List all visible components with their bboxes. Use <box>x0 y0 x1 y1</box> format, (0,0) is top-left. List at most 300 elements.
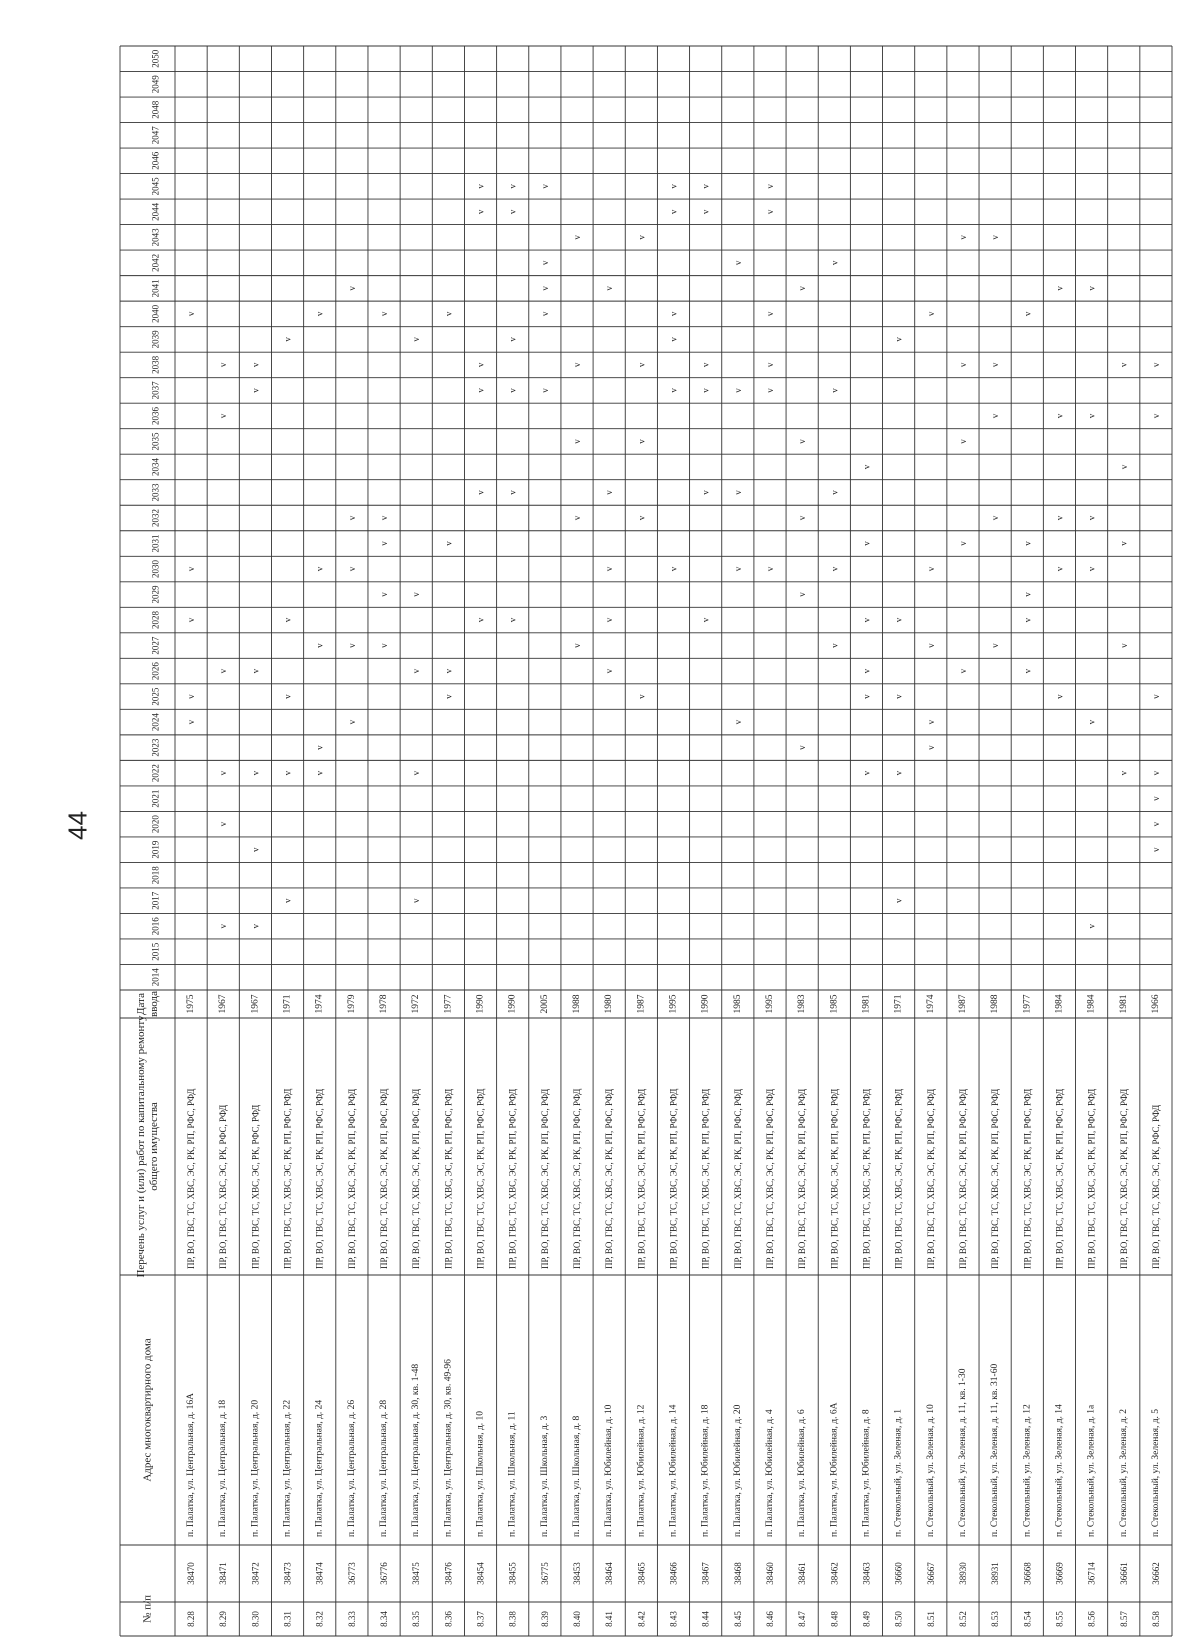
header-year-2016: 2016 <box>150 917 161 936</box>
schedule-mark: v <box>411 770 422 776</box>
row-address: п. Палатка, ул. Центральная, д. 24 <box>314 1399 325 1537</box>
row-address: п. Стекольный, ул. Зеленая, д. 12 <box>1022 1404 1033 1537</box>
schedule-mark: v <box>1086 286 1097 291</box>
row-commission-year: 1977 <box>443 994 454 1014</box>
schedule-mark: v <box>861 770 872 776</box>
row-services: ПР, ВО, ГВС, ТС, ХВС, ЭС, РК, РП, РФС, РФД <box>411 1088 422 1269</box>
header-year-2029: 2029 <box>150 585 161 604</box>
header-num: № п/п <box>141 1594 154 1624</box>
schedule-mark: v <box>443 541 454 546</box>
schedule-mark: v <box>829 566 840 572</box>
row-number: 8.33 <box>346 1611 357 1627</box>
row-house-id: 38471 <box>218 1562 229 1585</box>
page-number: 44 <box>62 811 93 840</box>
row-services: ПР, ВО, ГВС, ТС, ХВС, ЭС, РК, РП, РФС, РФД <box>700 1088 711 1269</box>
row-services: ПР, ВО, ГВС, ТС, ХВС, ЭС, РК, РП, РФС, РФД <box>732 1088 743 1269</box>
row-services: ПР, ВО, ГВС, ТС, ХВС, ЭС, РК, РП, РФС, РФД <box>282 1088 293 1269</box>
row-commission-year: 1977 <box>1022 994 1033 1014</box>
row-commission-year: 1966 <box>1150 994 1161 1014</box>
schedule-mark: v <box>1054 694 1065 699</box>
schedule-mark: v <box>346 566 357 572</box>
schedule-mark: v <box>732 566 743 572</box>
header-year-2049: 2049 <box>150 75 161 94</box>
row-address: п. Палатка, ул. Центральная, д. 26 <box>346 1399 357 1537</box>
schedule-mark: v <box>764 209 775 215</box>
schedule-mark: v <box>411 898 422 903</box>
schedule-mark: v <box>346 286 357 291</box>
row-services: ПР, ВО, ГВС, ТС, ХВС, ЭС, РК, РФС, РФД <box>218 1104 229 1269</box>
schedule-mark: v <box>732 260 743 266</box>
row-house-id: 36714 <box>1086 1562 1097 1585</box>
row-commission-year: 1971 <box>893 994 904 1014</box>
row-house-id: 38474 <box>314 1562 325 1585</box>
row-commission-year: 1990 <box>475 994 486 1014</box>
schedule-mark: v <box>411 668 422 674</box>
row-house-id: 36775 <box>539 1562 550 1585</box>
header-year-2025: 2025 <box>150 687 161 706</box>
row-house-id: 38930 <box>957 1562 968 1585</box>
schedule-mark: v <box>1118 362 1129 368</box>
row-services: ПР, ВО, ГВС, ТС, ХВС, ЭС, РК, РП, РФС, РФД <box>668 1088 679 1269</box>
header-year-2034: 2034 <box>150 457 161 476</box>
schedule-mark: v <box>411 337 422 342</box>
schedule-mark: v <box>1086 515 1097 521</box>
row-house-id: 38467 <box>700 1562 711 1585</box>
row-number: 8.48 <box>829 1611 840 1627</box>
schedule-mark: v <box>1022 592 1033 597</box>
schedule-mark: v <box>636 362 647 368</box>
header-year-2039: 2039 <box>150 330 161 349</box>
schedule-mark: v <box>604 566 615 572</box>
schedule-mark: v <box>250 847 261 852</box>
row-house-id: 38472 <box>250 1562 261 1585</box>
schedule-mark: v <box>604 617 615 623</box>
schedule-mark: v <box>379 515 390 521</box>
row-number: 8.53 <box>990 1611 1001 1627</box>
header-year-2030: 2030 <box>150 560 161 579</box>
header-year-2031: 2031 <box>150 534 161 553</box>
row-number: 8.43 <box>668 1611 679 1627</box>
schedule-mark: v <box>1054 413 1065 419</box>
row-commission-year: 1990 <box>507 994 518 1014</box>
header-year-2048: 2048 <box>150 100 161 119</box>
schedule-mark: v <box>700 490 711 495</box>
row-number: 8.34 <box>379 1611 390 1627</box>
schedule-mark: v <box>700 209 711 215</box>
row-house-id: 36662 <box>1150 1562 1161 1585</box>
schedule-mark: v <box>1022 541 1033 546</box>
schedule-mark: v <box>411 592 422 597</box>
schedule-mark: v <box>990 515 1001 521</box>
schedule-mark: v <box>1150 362 1161 368</box>
schedule-mark: v <box>925 643 936 648</box>
schedule-mark: v <box>314 745 325 750</box>
schedule-mark: v <box>636 439 647 444</box>
schedule-mark: v <box>925 719 936 725</box>
schedule-mark: v <box>1054 566 1065 572</box>
row-number: 8.41 <box>604 1611 615 1627</box>
schedule-mark: v <box>893 770 904 776</box>
schedule-mark: v <box>990 235 1001 240</box>
schedule-mark: v <box>861 694 872 699</box>
row-number: 8.31 <box>282 1611 293 1627</box>
schedule-mark: v <box>990 643 1001 648</box>
row-number: 8.54 <box>1022 1611 1033 1627</box>
row-house-id: 38468 <box>732 1562 743 1585</box>
row-services: ПР, ВО, ГВС, ТС, ХВС, ЭС, РК, РП, РФС, РФД <box>1054 1088 1065 1269</box>
schedule-mark: v <box>797 286 808 291</box>
schedule-mark: v <box>668 209 679 215</box>
header-year-2035: 2035 <box>150 432 161 451</box>
schedule-mark: v <box>1022 311 1033 317</box>
schedule-mark: v <box>282 898 293 903</box>
row-services: ПР, ВО, ГВС, ТС, ХВС, ЭС, РК, РП, РФС, РФД <box>346 1088 357 1269</box>
schedule-mark: v <box>346 643 357 648</box>
schedule-mark: v <box>1150 821 1161 827</box>
row-address: п. Палатка, ул. Школьная, д. 8 <box>572 1415 583 1537</box>
row-house-id: 36776 <box>379 1562 390 1585</box>
schedule-mark: v <box>893 337 904 342</box>
schedule-mark: v <box>572 643 583 648</box>
schedule-mark: v <box>507 490 518 495</box>
schedule-mark: v <box>346 719 357 725</box>
schedule-mark: v <box>282 337 293 342</box>
row-house-id: 36668 <box>1022 1562 1033 1585</box>
header-year-2027: 2027 <box>150 636 161 655</box>
row-house-id: 38460 <box>764 1562 775 1585</box>
schedule-mark: v <box>539 388 550 393</box>
schedule-mark: v <box>475 617 486 623</box>
row-services: ПР, ВО, ГВС, ТС, ХВС, ЭС, РК, РП, РФС, РФД <box>314 1088 325 1269</box>
schedule-mark: v <box>507 209 518 215</box>
row-address: п. Палатка, ул. Центральная, д. 20 <box>250 1399 261 1537</box>
row-house-id: 38931 <box>990 1562 1001 1585</box>
row-address: п. Палатка, ул. Юбилейная, д. 6А <box>829 1402 840 1537</box>
schedule-mark: v <box>700 184 711 189</box>
row-services: ПР, ВО, ГВС, ТС, ХВС, ЭС, РК, РП, РФС, РФД <box>764 1088 775 1269</box>
row-commission-year: 1990 <box>700 994 711 1014</box>
row-house-id: 38473 <box>282 1562 293 1585</box>
row-house-id: 36773 <box>346 1562 357 1585</box>
row-commission-year: 1967 <box>218 994 229 1014</box>
schedule-mark: v <box>829 388 840 393</box>
schedule-mark: v <box>250 668 261 674</box>
header-year-2042: 2042 <box>150 253 161 272</box>
header-year-2022: 2022 <box>150 764 161 783</box>
schedule-mark: v <box>539 286 550 291</box>
row-house-id: 36667 <box>925 1562 936 1585</box>
schedule-mark: v <box>572 515 583 521</box>
row-commission-year: 1981 <box>861 994 872 1014</box>
schedule-mark: v <box>957 541 968 546</box>
header-services: Перечень услуг и (или) работ по капитальному ремонту <box>135 1015 147 1278</box>
row-number: 8.49 <box>861 1611 872 1627</box>
schedule-mark: v <box>572 235 583 240</box>
row-services: ПР, ВО, ГВС, ТС, ХВС, ЭС, РК, РФС, РФД <box>250 1104 261 1269</box>
schedule-mark: v <box>379 311 390 317</box>
row-services: ПР, ВО, ГВС, ТС, ХВС, ЭС, РК, РП, РФС, РФД <box>379 1088 390 1269</box>
schedule-mark: v <box>539 260 550 266</box>
row-services: ПР, ВО, ГВС, ТС, ХВС, ЭС, РК, РП, РФС, РФД <box>1118 1088 1129 1269</box>
schedule-mark: v <box>732 719 743 725</box>
schedule-mark: v <box>443 694 454 699</box>
schedule-mark: v <box>1118 643 1129 648</box>
row-commission-year: 1995 <box>764 994 775 1014</box>
row-services: ПР, ВО, ГВС, ТС, ХВС, ЭС, РК, РП, РФС, РФД <box>925 1088 936 1269</box>
row-commission-year: 1984 <box>1054 994 1065 1014</box>
schedule-mark: v <box>507 184 518 189</box>
row-commission-year: 1987 <box>636 994 647 1014</box>
row-number: 8.46 <box>764 1611 775 1627</box>
schedule-mark: v <box>346 515 357 521</box>
row-address: п. Палатка, ул. Центральная, д. 16А <box>186 1392 197 1537</box>
schedule-mark: v <box>668 311 679 317</box>
schedule-mark: v <box>604 490 615 495</box>
row-address: п. Палатка, ул. Юбилейная, д. 14 <box>668 1404 679 1537</box>
row-number: 8.36 <box>443 1611 454 1627</box>
schedule-mark: v <box>604 286 615 291</box>
row-commission-year: 1975 <box>186 994 197 1014</box>
header-year-2021: 2021 <box>150 789 161 808</box>
schedule-mark: v <box>957 235 968 240</box>
schedule-mark: v <box>925 745 936 750</box>
row-services: ПР, ВО, ГВС, ТС, ХВС, ЭС, РК, РП, РФС, РФД <box>1022 1088 1033 1269</box>
schedule-mark: v <box>829 643 840 648</box>
row-address: п. Стекольный, ул. Зеленая, д. 1 <box>893 1408 904 1537</box>
header-year-2026: 2026 <box>150 662 161 681</box>
schedule-mark: v <box>1086 413 1097 419</box>
row-services: ПР, ВО, ГВС, ТС, ХВС, ЭС, РК, РП, РФС, РФД <box>475 1088 486 1269</box>
row-number: 8.50 <box>893 1611 904 1627</box>
schedule-mark: v <box>1054 515 1065 521</box>
schedule-mark: v <box>797 439 808 444</box>
schedule-mark: v <box>700 617 711 623</box>
row-services: ПР, ВО, ГВС, ТС, ХВС, ЭС, РК, РП, РФС, РФД <box>507 1088 518 1269</box>
schedule-mark: v <box>1022 668 1033 674</box>
schedule-mark: v <box>668 388 679 393</box>
schedule-mark: v <box>475 184 486 189</box>
row-services: ПР, ВО, ГВС, ТС, ХВС, ЭС, РК, РП, РФС, РФД <box>957 1088 968 1269</box>
schedule-mark: v <box>861 668 872 674</box>
header-year-2032: 2032 <box>150 509 161 527</box>
row-number: 8.58 <box>1150 1611 1161 1627</box>
row-commission-year: 1983 <box>797 994 808 1014</box>
schedule-mark: v <box>1150 770 1161 776</box>
row-address: п. Стекольный, ул. Зеленая, д. 1а <box>1086 1404 1097 1537</box>
row-services: ПР, ВО, ГВС, ТС, ХВС, ЭС, РК, РП, РФС, РФД <box>797 1088 808 1269</box>
schedule-mark: v <box>764 311 775 317</box>
header-year-2024: 2024 <box>150 713 161 732</box>
schedule-mark: v <box>282 694 293 699</box>
row-commission-year: 1974 <box>925 994 936 1014</box>
row-address: п. Палатка, ул. Центральная, д. 18 <box>218 1399 229 1537</box>
row-services: ПР, ВО, ГВС, ТС, ХВС, ЭС, РК, РП, РФС, РФД <box>572 1088 583 1269</box>
schedule-mark: v <box>1118 541 1129 546</box>
schedule-mark: v <box>829 260 840 266</box>
row-address: п. Палатка, ул. Юбилейная, д. 8 <box>861 1409 872 1537</box>
row-commission-year: 1974 <box>314 994 325 1014</box>
row-number: 8.32 <box>314 1611 325 1627</box>
schedule-mark: v <box>282 770 293 776</box>
schedule-mark: v <box>861 541 872 546</box>
row-commission-year: 1985 <box>732 994 743 1014</box>
row-house-id: 38465 <box>636 1562 647 1585</box>
schedule-mark: v <box>443 668 454 674</box>
row-commission-year: 2005 <box>539 994 550 1014</box>
header-year-2036: 2036 <box>150 406 161 425</box>
row-services: ПР, ВО, ГВС, ТС, ХВС, ЭС, РК, РП, РФС, РФД <box>636 1088 647 1269</box>
row-address: п. Стекольный, ул. Зеленая, д. 11, кв. 31-60 <box>990 1363 1001 1537</box>
schedule-mark: v <box>636 515 647 521</box>
schedule-mark: v <box>957 668 968 674</box>
row-address: п. Палатка, ул. Юбилейная, д. 20 <box>732 1404 743 1537</box>
row-commission-year: 1988 <box>572 994 583 1014</box>
schedule-mark: v <box>829 490 840 495</box>
schedule-mark: v <box>990 362 1001 368</box>
schedule-mark: v <box>668 337 679 342</box>
row-address: п. Палатка, ул. Юбилейная, д. 18 <box>700 1404 711 1537</box>
header-year-2019: 2019 <box>150 840 161 859</box>
schedule-mark: v <box>764 566 775 572</box>
row-address: п. Палатка, ул. Юбилейная, д. 10 <box>604 1404 615 1537</box>
row-address: п. Палатка, ул. Центральная, д. 30, кв. 1-48 <box>411 1363 422 1537</box>
row-commission-year: 1980 <box>604 994 615 1014</box>
schedule-mark: v <box>668 184 679 189</box>
header-date: Дата <box>135 993 147 1015</box>
schedule-mark: v <box>732 388 743 393</box>
row-house-id: 38466 <box>668 1562 679 1585</box>
schedule-mark: v <box>218 362 229 368</box>
row-house-id: 38470 <box>186 1562 197 1585</box>
row-services: ПР, ВО, ГВС, ТС, ХВС, ЭС, РК, РП, РФС, РФД <box>186 1088 197 1269</box>
header-year-2040: 2040 <box>150 304 161 323</box>
schedule-mark: v <box>539 311 550 317</box>
schedule-mark: v <box>1054 286 1065 291</box>
schedule-mark: v <box>186 694 197 699</box>
header-year-2043: 2043 <box>150 228 161 247</box>
row-services: ПР, ВО, ГВС, ТС, ХВС, ЭС, РК, РП, РФС, РФД <box>1086 1088 1097 1269</box>
header-year-2028: 2028 <box>150 611 161 630</box>
schedule-mark: v <box>314 643 325 648</box>
schedule-mark: v <box>379 592 390 597</box>
header-address: Адрес многоквартирного дома <box>141 1338 154 1482</box>
schedule-mark: v <box>186 617 197 623</box>
row-address: п. Стекольный, ул. Зеленая, д. 14 <box>1054 1404 1065 1537</box>
header-date: ввода <box>148 991 160 1017</box>
schedule-mark: v <box>957 439 968 444</box>
schedule-mark: v <box>218 821 229 827</box>
schedule-mark: v <box>764 388 775 393</box>
schedule-mark: v <box>1086 566 1097 572</box>
schedule-mark: v <box>1150 847 1161 852</box>
schedule-mark: v <box>186 566 197 572</box>
row-house-id: 36660 <box>893 1562 904 1585</box>
schedule-mark: v <box>314 311 325 317</box>
schedule-mark: v <box>507 388 518 393</box>
row-number: 8.30 <box>250 1611 261 1627</box>
schedule-mark: v <box>539 184 550 189</box>
header-year-2018: 2018 <box>150 866 161 885</box>
schedule-mark: v <box>925 311 936 317</box>
row-house-id: 38461 <box>797 1562 808 1585</box>
row-commission-year: 1981 <box>1118 994 1129 1014</box>
header-year-2023: 2023 <box>150 738 161 757</box>
row-address: п. Стекольный, ул. Зеленая, д. 11, кв. 1-30 <box>957 1368 968 1537</box>
schedule-mark: v <box>475 209 486 215</box>
schedule-mark: v <box>797 592 808 597</box>
row-address: п. Палатка, ул. Юбилейная, д. 6 <box>797 1409 808 1537</box>
header-year-2041: 2041 <box>150 279 161 298</box>
header-year-2015: 2015 <box>150 942 161 961</box>
row-number: 8.28 <box>186 1611 197 1627</box>
schedule-mark: v <box>507 617 518 623</box>
row-number: 8.56 <box>1086 1611 1097 1627</box>
schedule-mark: v <box>1150 413 1161 419</box>
schedule-mark: v <box>218 668 229 674</box>
row-number: 8.55 <box>1054 1611 1065 1627</box>
header-year-2014: 2014 <box>150 968 161 987</box>
row-address: п. Палатка, ул. Школьная, д. 10 <box>475 1410 486 1537</box>
schedule-mark: v <box>475 388 486 393</box>
schedule-mark: v <box>1118 770 1129 776</box>
schedule-mark: v <box>990 413 1001 419</box>
schedule-mark: v <box>1086 923 1097 929</box>
header-year-2047: 2047 <box>150 126 161 145</box>
row-commission-year: 1984 <box>1086 994 1097 1014</box>
row-number: 8.45 <box>732 1611 743 1627</box>
row-house-id: 38463 <box>861 1562 872 1585</box>
row-commission-year: 1979 <box>346 994 357 1014</box>
row-house-id: 38453 <box>572 1562 583 1585</box>
row-services: ПР, ВО, ГВС, ТС, ХВС, ЭС, РК, РФС, РФД <box>1150 1104 1161 1269</box>
schedule-mark: v <box>893 898 904 903</box>
row-number: 8.40 <box>572 1611 583 1627</box>
schedule-mark: v <box>475 490 486 495</box>
row-address: п. Палатка, ул. Центральная, д. 30, кв. 49-96 <box>443 1359 454 1537</box>
row-number: 8.39 <box>539 1611 550 1627</box>
row-address: п. Палатка, ул. Центральная, д. 22 <box>282 1399 293 1537</box>
row-commission-year: 1988 <box>990 994 1001 1014</box>
header-year-2045: 2045 <box>150 177 161 196</box>
schedule-mark: v <box>957 362 968 368</box>
schedule-mark: v <box>572 362 583 368</box>
row-commission-year: 1985 <box>829 994 840 1014</box>
row-house-id: 36661 <box>1118 1562 1129 1585</box>
schedule-mark: v <box>314 566 325 572</box>
header-year-2050: 2050 <box>150 49 161 68</box>
schedule-mark: v <box>218 413 229 419</box>
row-services: ПР, ВО, ГВС, ТС, ХВС, ЭС, РК, РП, РФС, РФД <box>990 1088 1001 1269</box>
schedule-mark: v <box>732 490 743 495</box>
schedule-mark: v <box>764 362 775 368</box>
schedule-mark: v <box>1150 694 1161 699</box>
schedule-mark: v <box>379 541 390 546</box>
schedule-mark: v <box>636 694 647 699</box>
header-year-2037: 2037 <box>150 381 161 400</box>
row-number: 8.57 <box>1118 1611 1129 1627</box>
row-house-id: 38454 <box>475 1562 486 1585</box>
schedule-mark: v <box>797 745 808 750</box>
row-number: 8.52 <box>957 1611 968 1627</box>
row-services: ПР, ВО, ГВС, ТС, ХВС, ЭС, РК, РП, РФС, РФД <box>829 1088 840 1269</box>
row-house-id: 36669 <box>1054 1562 1065 1585</box>
row-house-id: 38475 <box>411 1562 422 1585</box>
schedule-mark: v <box>218 770 229 776</box>
row-commission-year: 1995 <box>668 994 679 1014</box>
row-address: п. Палатка, ул. Школьная, д. 11 <box>507 1411 518 1537</box>
schedule-mark: v <box>700 388 711 393</box>
schedule-mark: v <box>893 694 904 699</box>
